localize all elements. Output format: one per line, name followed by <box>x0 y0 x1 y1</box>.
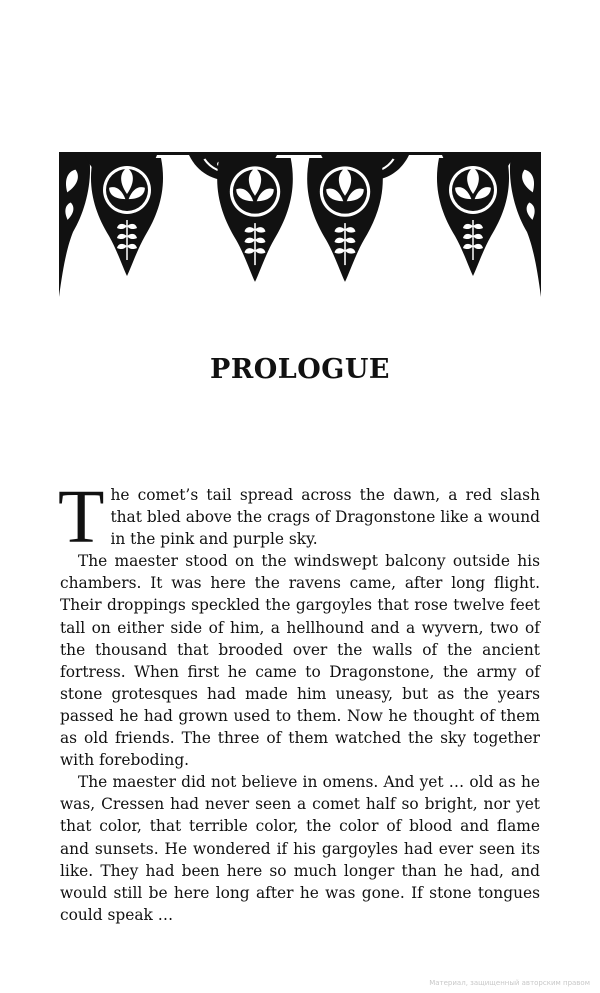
body-text <box>58 475 540 926</box>
leaf-scroll-border-icon <box>59 152 541 302</box>
paragraph-1 <box>58 475 540 559</box>
chapter-title: PROLOGUE <box>210 354 390 385</box>
copyright-watermark: Материал, защищенный авторским правом <box>429 979 590 987</box>
paragraph-3: The maester did not believe in omens. And yet … old as he was, Cressen had never seen a comet half so bright, nor yet that color, that terrible color, the color of blood and flame and sunsets. He wondered if his gargoyles had ever seen its like. They had been here so much longer than he had, and would still be here long after he was gone. If stone tongues could speak … <box>60 773 540 924</box>
drop-cap: T <box>58 475 105 559</box>
paragraph-2: The maester stood on the windswept balcony outside his chambers. It was here the ravens came, after long flight. Their droppings speckled the gargoyles that rose twelve feet tall on either side of him, a hellhound and a wyvern, two of the thousand that brooded over the walls of the ancient fortress. When first he came to Dragonstone, the army of stone grotesques had made him uneasy, but as the years passed he had grown used to them. Now he thought of them as old friends. The three of them watched the sky together with foreboding. <box>60 552 540 770</box>
paragraph-1-text: he comet’s tail spread across the dawn, a red slash that bled above the crags of Dragonstone like a wound in the pink and purple sky. <box>110 486 540 549</box>
